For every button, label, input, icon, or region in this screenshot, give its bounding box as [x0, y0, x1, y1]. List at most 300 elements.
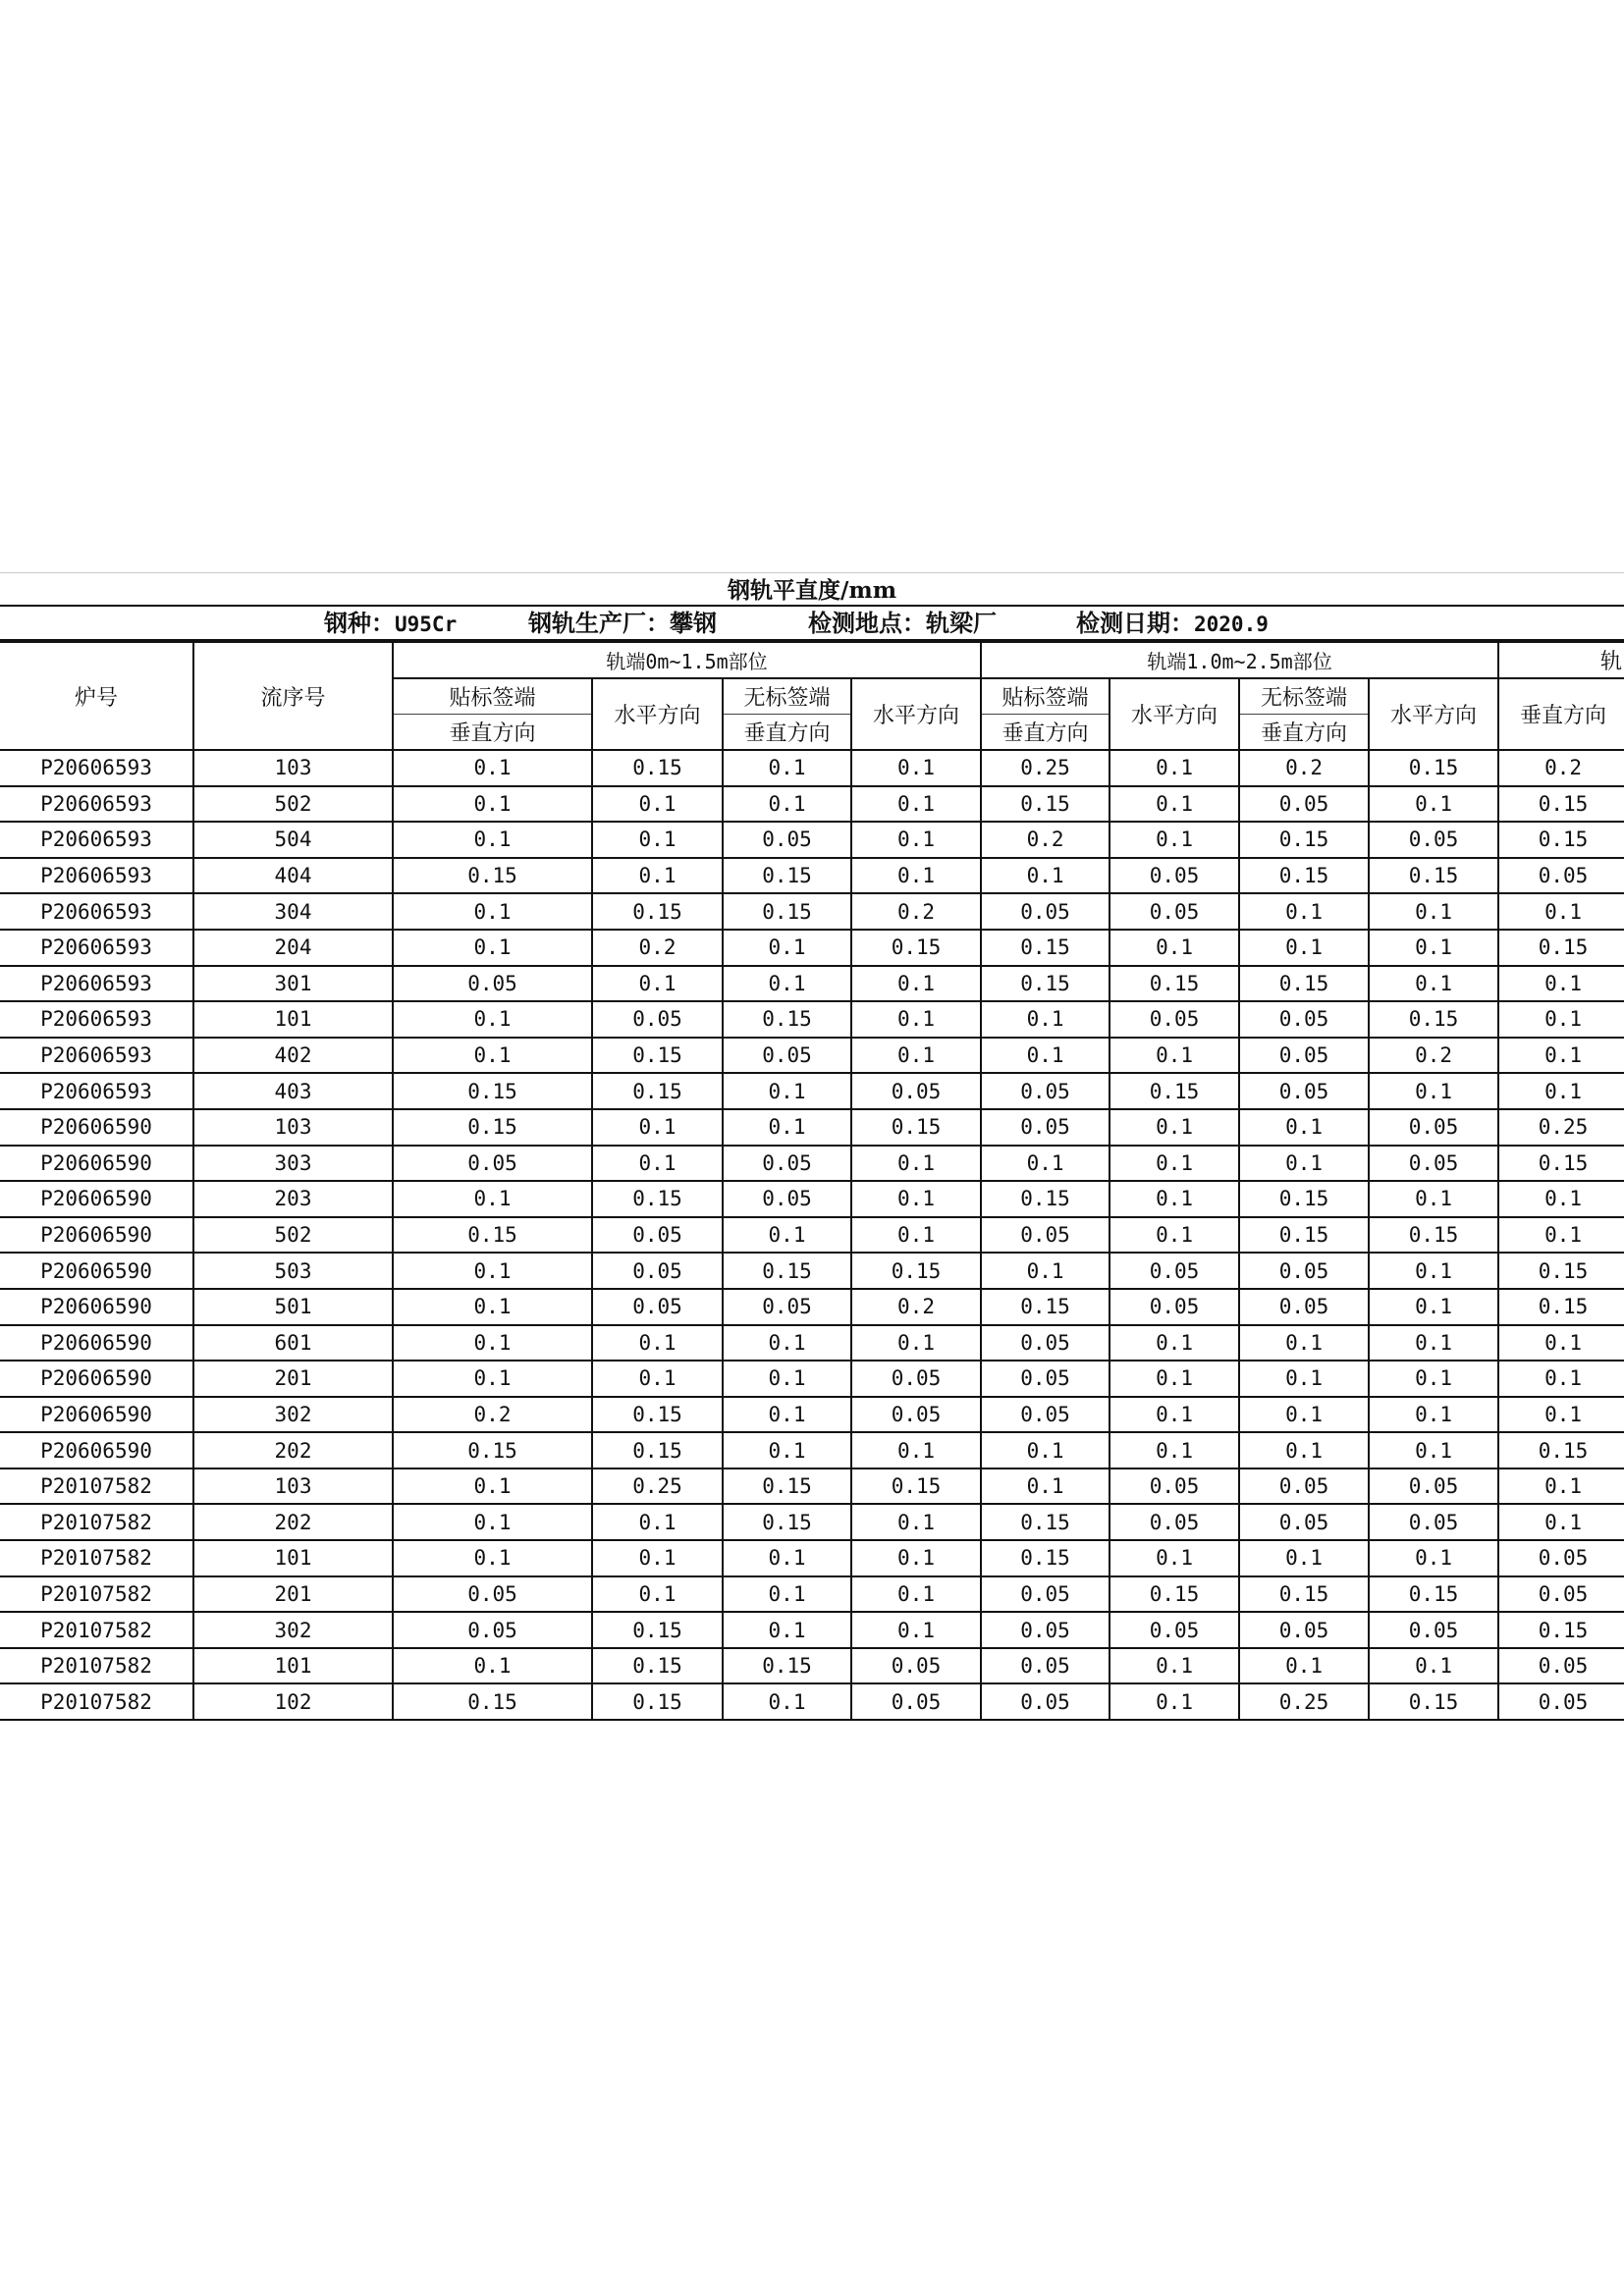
seq-no-cell: 302: [193, 1612, 393, 1648]
table-cell: 0.1: [1239, 893, 1369, 930]
seq-no-cell: 102: [193, 1683, 393, 1720]
table-cell: 0.1: [851, 1325, 981, 1362]
table-cell: 0.1: [1110, 930, 1239, 966]
cell-value: 0.2: [1544, 756, 1583, 780]
table-cell: 0.05: [393, 1612, 592, 1648]
table-cell: 0.1: [393, 1468, 592, 1505]
table-cell: 0.1: [1110, 1540, 1239, 1576]
table-cell: 0.1: [1110, 1146, 1239, 1182]
table-cell: 0.15: [592, 1397, 723, 1433]
table-cell: 0.15: [1369, 1217, 1498, 1254]
table-row: [0, 893, 1624, 930]
table-row: [0, 1146, 1624, 1182]
table-cell-truncated: [1498, 966, 1624, 1002]
table-cell-truncated: [1498, 1253, 1624, 1289]
table-cell: 0.1: [981, 1001, 1110, 1038]
cell-value: 0.15: [1538, 1150, 1589, 1175]
table-cell: 0.05: [851, 1648, 981, 1684]
table-cell: 0.1: [1239, 1397, 1369, 1433]
table-cell: 0.05: [1239, 1253, 1369, 1289]
table-cell-truncated: [1498, 1361, 1624, 1397]
table-cell: 0.05: [393, 1146, 592, 1182]
table-cell: 0.05: [851, 1397, 981, 1433]
seq-no-cell: 303: [193, 1146, 393, 1182]
table-cell-truncated: [1498, 1181, 1624, 1217]
table-cell: 0.1: [981, 1432, 1110, 1468]
table-cell: 0.1: [1110, 1432, 1239, 1468]
table-cell: 0.2: [393, 1397, 592, 1433]
heat-no-cell: P20606590: [0, 1397, 193, 1433]
table-cell: 0.1: [723, 1217, 851, 1254]
table-cell-truncated: [1498, 822, 1624, 858]
table-cell: 0.1: [851, 1038, 981, 1074]
seq-no-cell: 503: [193, 1253, 393, 1289]
table-cell: 0.15: [1239, 1181, 1369, 1217]
table-cell: 0.05: [723, 822, 851, 858]
table-cell: 0.15: [723, 1001, 851, 1038]
table-cell: 0.1: [1369, 1253, 1498, 1289]
cell-value: 0.1: [1544, 1402, 1583, 1426]
table-cell-truncated: [1498, 1504, 1624, 1540]
table-cell: 0.15: [393, 1109, 592, 1146]
table-cell: 0.1: [1369, 786, 1498, 823]
table-cell: 0.05: [1239, 1073, 1369, 1109]
table-cell: 0.1: [393, 1038, 592, 1074]
table-cell: 0.1: [1110, 1217, 1239, 1254]
table-cell-truncated: [1498, 1073, 1624, 1109]
table-cell: 0.1: [851, 1540, 981, 1576]
table-cell: 0.1: [592, 1325, 723, 1362]
seq-no-cell: 302: [193, 1397, 393, 1433]
seq-no-cell: 301: [193, 966, 393, 1002]
table-row: [0, 1217, 1624, 1254]
table-title-text: 钢轨平直度/mm: [727, 577, 897, 604]
cell-value: 0.1: [1544, 1366, 1583, 1391]
table-row: [0, 930, 1624, 966]
table-cell: 0.1: [851, 1217, 981, 1254]
table-cell-truncated: [1498, 930, 1624, 966]
table-cell-truncated: [1498, 1217, 1624, 1254]
table-cell: 0.1: [851, 1612, 981, 1648]
cell-value: 0.15: [1538, 1295, 1589, 1319]
table-row: [0, 750, 1624, 786]
heat-no-cell: P20606590: [0, 1181, 193, 1217]
table-cell: 0.1: [393, 750, 592, 786]
table-cell: 0.05: [1110, 1253, 1239, 1289]
table-cell: 0.1: [592, 966, 723, 1002]
table-cell: 0.05: [1239, 1038, 1369, 1074]
header-vertical-2: 垂直方向: [723, 715, 851, 751]
table-cell: 0.1: [851, 1181, 981, 1217]
heat-no-cell: P20606590: [0, 1289, 193, 1325]
table-cell: 0.1: [1239, 930, 1369, 966]
table-row: [0, 1361, 1624, 1397]
steel-grade-label: 钢种：: [324, 609, 395, 637]
cell-value: 0.1: [1544, 1474, 1583, 1499]
table-cell: 0.1: [393, 1504, 592, 1540]
table-cell: 0.05: [592, 1289, 723, 1325]
table-cell: 0.1: [393, 1253, 592, 1289]
seq-no-cell: 304: [193, 893, 393, 930]
table-row: [0, 1109, 1624, 1146]
heat-no-cell: P20606593: [0, 786, 193, 823]
table-cell: 0.1: [1369, 893, 1498, 930]
table-cell: 0.1: [1110, 822, 1239, 858]
table-cell: 0.1: [1110, 1397, 1239, 1433]
table-cell: 0.15: [1239, 966, 1369, 1002]
table-cell: 0.1: [592, 1109, 723, 1146]
seq-no-cell: 101: [193, 1540, 393, 1576]
table-cell: 0.2: [1239, 750, 1369, 786]
header-horizontal-3: 水平方向: [1110, 678, 1239, 750]
table-cell-truncated: [1498, 1397, 1624, 1433]
table-cell: 0.05: [1369, 822, 1498, 858]
heat-no-cell: P20107582: [0, 1648, 193, 1684]
table-cell: 0.05: [981, 1073, 1110, 1109]
table-cell: 0.05: [393, 1576, 592, 1613]
heat-no-cell: P20606593: [0, 1038, 193, 1074]
table-cell: 0.15: [981, 966, 1110, 1002]
table-cell-truncated: [1498, 1146, 1624, 1182]
table-row: [0, 1397, 1624, 1433]
table-cell: 0.05: [723, 1146, 851, 1182]
heat-no-cell: P20107582: [0, 1612, 193, 1648]
table-cell: 0.05: [1110, 858, 1239, 894]
table-cell: 0.1: [1239, 1325, 1369, 1362]
table-cell: 0.1: [1110, 1683, 1239, 1720]
table-cell: 0.2: [851, 1289, 981, 1325]
table-cell: 0.1: [1239, 1432, 1369, 1468]
table-cell: 0.1: [981, 1253, 1110, 1289]
table-cell: 0.1: [1239, 1540, 1369, 1576]
table-cell: 0.1: [981, 1468, 1110, 1505]
table-cell-truncated: [1498, 1325, 1624, 1362]
table-row: [0, 1073, 1624, 1109]
table-cell: 0.1: [1110, 786, 1239, 823]
table-cell: 0.05: [1110, 1468, 1239, 1505]
table-cell: 0.15: [981, 1540, 1110, 1576]
heat-no-cell: P20606593: [0, 858, 193, 894]
table-cell: 0.05: [981, 1683, 1110, 1720]
table-cell: 0.15: [723, 1468, 851, 1505]
header-group-3-label: 轨: [1600, 650, 1623, 674]
table-cell: 0.15: [851, 1253, 981, 1289]
table-cell: 0.1: [981, 858, 1110, 894]
heat-no-cell: P20606590: [0, 1361, 193, 1397]
table-row: [0, 1648, 1624, 1684]
header-heat-no: 炉号: [0, 642, 193, 750]
manufacturer-value: 攀钢: [670, 609, 717, 637]
heat-no-cell: P20107582: [0, 1540, 193, 1576]
table-cell: 0.05: [1110, 1612, 1239, 1648]
cell-value: 0.1: [1544, 971, 1583, 995]
seq-no-cell: 201: [193, 1361, 393, 1397]
table-cell: 0.1: [1369, 1361, 1498, 1397]
steel-grade-info: [324, 607, 457, 641]
table-body: [0, 750, 1624, 1720]
table-cell: 0.15: [851, 1109, 981, 1146]
cell-value: 0.05: [1538, 1654, 1589, 1679]
heat-no-cell: P20107582: [0, 1504, 193, 1540]
table-cell: 0.1: [723, 1432, 851, 1468]
heat-no-cell: P20606590: [0, 1432, 193, 1468]
table-row: [0, 1612, 1624, 1648]
seq-no-cell: 203: [193, 1181, 393, 1217]
date-label: 检测日期：: [1076, 609, 1194, 637]
table-cell: 0.1: [851, 750, 981, 786]
cell-value: 0.05: [1538, 1689, 1589, 1714]
table-cell: 0.1: [1369, 1432, 1498, 1468]
table-cell: 0.05: [1239, 1612, 1369, 1648]
table-cell-truncated: [1498, 1109, 1624, 1146]
table-row: [0, 1289, 1624, 1325]
table-cell: 0.15: [981, 1504, 1110, 1540]
table-cell: 0.05: [723, 1289, 851, 1325]
table-cell: 0.1: [723, 1683, 851, 1720]
cell-value: 0.05: [1538, 1546, 1589, 1571]
table-cell: 0.1: [981, 1146, 1110, 1182]
table-cell: 0.1: [851, 1504, 981, 1540]
table-cell: 0.15: [1369, 1001, 1498, 1038]
table-cell: 0.1: [592, 1576, 723, 1613]
table-cell: 0.1: [393, 1001, 592, 1038]
table-cell: 0.1: [723, 1612, 851, 1648]
table-cell: 0.1: [1369, 966, 1498, 1002]
cell-value: 0.15: [1538, 935, 1589, 960]
table-cell: 0.1: [1239, 1648, 1369, 1684]
table-cell: 0.05: [981, 1648, 1110, 1684]
table-cell: 0.05: [981, 1361, 1110, 1397]
table-cell: 0.15: [981, 786, 1110, 823]
table-cell: 0.1: [1239, 1109, 1369, 1146]
table-cell: 0.15: [393, 1432, 592, 1468]
cell-value: 0.1: [1544, 1223, 1583, 1248]
table-cell: 0.15: [981, 1181, 1110, 1217]
header-horizontal-4: 水平方向: [1369, 678, 1498, 750]
table-cell: 0.05: [1369, 1468, 1498, 1505]
table-cell: 0.1: [851, 966, 981, 1002]
header-vertical-5: [1498, 678, 1624, 750]
table-cell-truncated: [1498, 1289, 1624, 1325]
table-cell: 0.2: [592, 930, 723, 966]
seq-no-cell: 202: [193, 1504, 393, 1540]
cell-value: 0.1: [1544, 899, 1583, 924]
heat-no-cell: P20606593: [0, 822, 193, 858]
seq-no-cell: 402: [193, 1038, 393, 1074]
table-cell: 0.1: [592, 822, 723, 858]
table-cell-truncated: [1498, 1540, 1624, 1576]
table-cell: 0.1: [393, 1540, 592, 1576]
table-cell: 0.15: [723, 1504, 851, 1540]
cell-value: 0.05: [1538, 864, 1589, 888]
table-cell: 0.1: [1369, 1648, 1498, 1684]
table-cell: 0.1: [851, 1576, 981, 1613]
table-cell: 0.15: [981, 1289, 1110, 1325]
table-row: [0, 1181, 1624, 1217]
table-cell-truncated: [1498, 1576, 1624, 1613]
seq-no-cell: 201: [193, 1576, 393, 1613]
table-cell: 0.1: [1369, 1289, 1498, 1325]
heat-no-cell: P20606593: [0, 893, 193, 930]
table-cell: 0.15: [723, 893, 851, 930]
info-row: [0, 607, 1624, 641]
table-cell: 0.1: [851, 1001, 981, 1038]
table-cell: 0.05: [592, 1001, 723, 1038]
table-cell: 0.1: [1369, 1181, 1498, 1217]
table-cell-truncated: [1498, 1648, 1624, 1684]
table-cell: 0.1: [1369, 930, 1498, 966]
table-cell: 0.15: [592, 1683, 723, 1720]
seq-no-cell: 204: [193, 930, 393, 966]
table-cell: 0.1: [1369, 1325, 1498, 1362]
heat-no-cell: P20606593: [0, 966, 193, 1002]
heat-no-cell: P20606590: [0, 1146, 193, 1182]
header-horizontal-1: 水平方向: [592, 678, 723, 750]
table-cell: 0.1: [1369, 1540, 1498, 1576]
table-cell: 0.05: [1239, 786, 1369, 823]
table-cell: 0.1: [592, 1146, 723, 1182]
table-row: [0, 786, 1624, 823]
table-cell: 0.1: [1110, 750, 1239, 786]
header-labeled-end-1: 贴标签端: [393, 678, 592, 715]
table-cell: 0.1: [1369, 1073, 1498, 1109]
table-header: [0, 642, 1624, 750]
table-cell: 0.15: [393, 1073, 592, 1109]
table-cell: 0.15: [592, 1432, 723, 1468]
seq-no-cell: 202: [193, 1432, 393, 1468]
table-cell: 0.15: [723, 1648, 851, 1684]
date-value: 2020.9: [1194, 613, 1269, 636]
manufacturer-info: [528, 607, 717, 639]
table-cell-truncated: [1498, 786, 1624, 823]
cell-value: 0.1: [1544, 1079, 1583, 1103]
table-cell: 0.05: [1369, 1109, 1498, 1146]
table-cell: 0.05: [1110, 1289, 1239, 1325]
table-cell: 0.1: [723, 1361, 851, 1397]
table-cell: 0.05: [592, 1253, 723, 1289]
table-cell: 0.15: [723, 858, 851, 894]
table-cell: 0.1: [1369, 1397, 1498, 1433]
table-cell: 0.05: [1239, 1289, 1369, 1325]
table-cell: 0.1: [723, 930, 851, 966]
table-cell-truncated: [1498, 1001, 1624, 1038]
cell-value: 0.1: [1544, 1510, 1583, 1534]
table-cell: 0.05: [981, 1325, 1110, 1362]
table-row: [0, 1001, 1624, 1038]
table-row: [0, 1468, 1624, 1505]
table-title: [0, 572, 1624, 607]
table-cell: 0.05: [851, 1683, 981, 1720]
table-row: [0, 966, 1624, 1002]
table-cell-truncated: [1498, 750, 1624, 786]
table-cell-truncated: [1498, 1468, 1624, 1505]
table-cell: 0.1: [393, 786, 592, 823]
cell-value: 0.05: [1538, 1581, 1589, 1606]
table-cell: 0.1: [851, 1146, 981, 1182]
table-cell: 0.1: [592, 1361, 723, 1397]
table-cell: 0.15: [592, 1181, 723, 1217]
cell-value: 0.15: [1538, 828, 1589, 852]
table-cell: 0.15: [1239, 1576, 1369, 1613]
table-cell: 0.15: [592, 1648, 723, 1684]
table-cell: 0.1: [723, 966, 851, 1002]
table-cell: 0.1: [1110, 1325, 1239, 1362]
table-cell: 0.15: [1369, 858, 1498, 894]
seq-no-cell: 101: [193, 1001, 393, 1038]
table-cell: 0.1: [592, 786, 723, 823]
table-cell: 0.1: [723, 750, 851, 786]
table-cell: 0.1: [592, 1504, 723, 1540]
table-cell: 0.1: [723, 1325, 851, 1362]
seq-no-cell: 501: [193, 1289, 393, 1325]
table-cell: 0.05: [1110, 893, 1239, 930]
seq-no-cell: 502: [193, 1217, 393, 1254]
table-cell: 0.15: [393, 1217, 592, 1254]
cell-value: 0.1: [1544, 1187, 1583, 1211]
table-cell: 0.15: [1369, 1683, 1498, 1720]
table-cell: 0.15: [393, 858, 592, 894]
heat-no-cell: P20606590: [0, 1253, 193, 1289]
table-cell: 0.1: [1110, 1109, 1239, 1146]
table-cell: 0.1: [393, 1361, 592, 1397]
table-cell: 0.15: [592, 1073, 723, 1109]
table-cell: 0.05: [981, 1612, 1110, 1648]
table-cell: 0.15: [393, 1683, 592, 1720]
table-row: [0, 858, 1624, 894]
header-seq-no: 流序号: [193, 642, 393, 750]
table-cell: 0.25: [981, 750, 1110, 786]
table-cell: 0.05: [1110, 1001, 1239, 1038]
table-cell: 0.15: [592, 1612, 723, 1648]
table-cell: 0.15: [1239, 1217, 1369, 1254]
table-cell: 0.05: [1239, 1468, 1369, 1505]
header-labeled-end-2: 贴标签端: [981, 678, 1110, 715]
spreadsheet-page: [0, 572, 1624, 1721]
table-cell: 0.1: [592, 858, 723, 894]
cell-value: 0.15: [1538, 791, 1589, 816]
table-cell-truncated: [1498, 893, 1624, 930]
seq-no-cell: 601: [193, 1325, 393, 1362]
table-cell: 0.15: [1369, 1576, 1498, 1613]
cell-value: 0.15: [1538, 1618, 1589, 1642]
table-cell: 0.15: [851, 930, 981, 966]
table-cell: 0.1: [851, 822, 981, 858]
table-cell: 0.1: [723, 786, 851, 823]
table-cell: 0.15: [1239, 858, 1369, 894]
manufacturer-label: 钢轨生产厂：: [528, 609, 670, 637]
header-horizontal-2: 水平方向: [851, 678, 981, 750]
header-vertical-3: 垂直方向: [981, 715, 1110, 751]
table-row: [0, 1325, 1624, 1362]
table-row: [0, 1576, 1624, 1613]
table-cell: 0.2: [851, 893, 981, 930]
table-cell: 0.1: [851, 858, 981, 894]
table-cell-truncated: [1498, 1612, 1624, 1648]
table-cell: 0.15: [592, 750, 723, 786]
table-cell: 0.1: [393, 1325, 592, 1362]
table-cell: 0.15: [592, 893, 723, 930]
header-group-0-1.5m: 轨端0m~1.5m部位: [393, 642, 981, 678]
header-unlabeled-end-1: 无标签端: [723, 678, 851, 715]
heat-no-cell: P20606593: [0, 750, 193, 786]
table-cell: 0.1: [1110, 1648, 1239, 1684]
date-info: [1076, 607, 1269, 641]
table-row: [0, 1504, 1624, 1540]
table-cell: 0.1: [723, 1073, 851, 1109]
steel-grade-value: U95Cr: [395, 613, 458, 636]
table-cell: 0.1: [393, 1181, 592, 1217]
table-cell: 0.05: [981, 893, 1110, 930]
